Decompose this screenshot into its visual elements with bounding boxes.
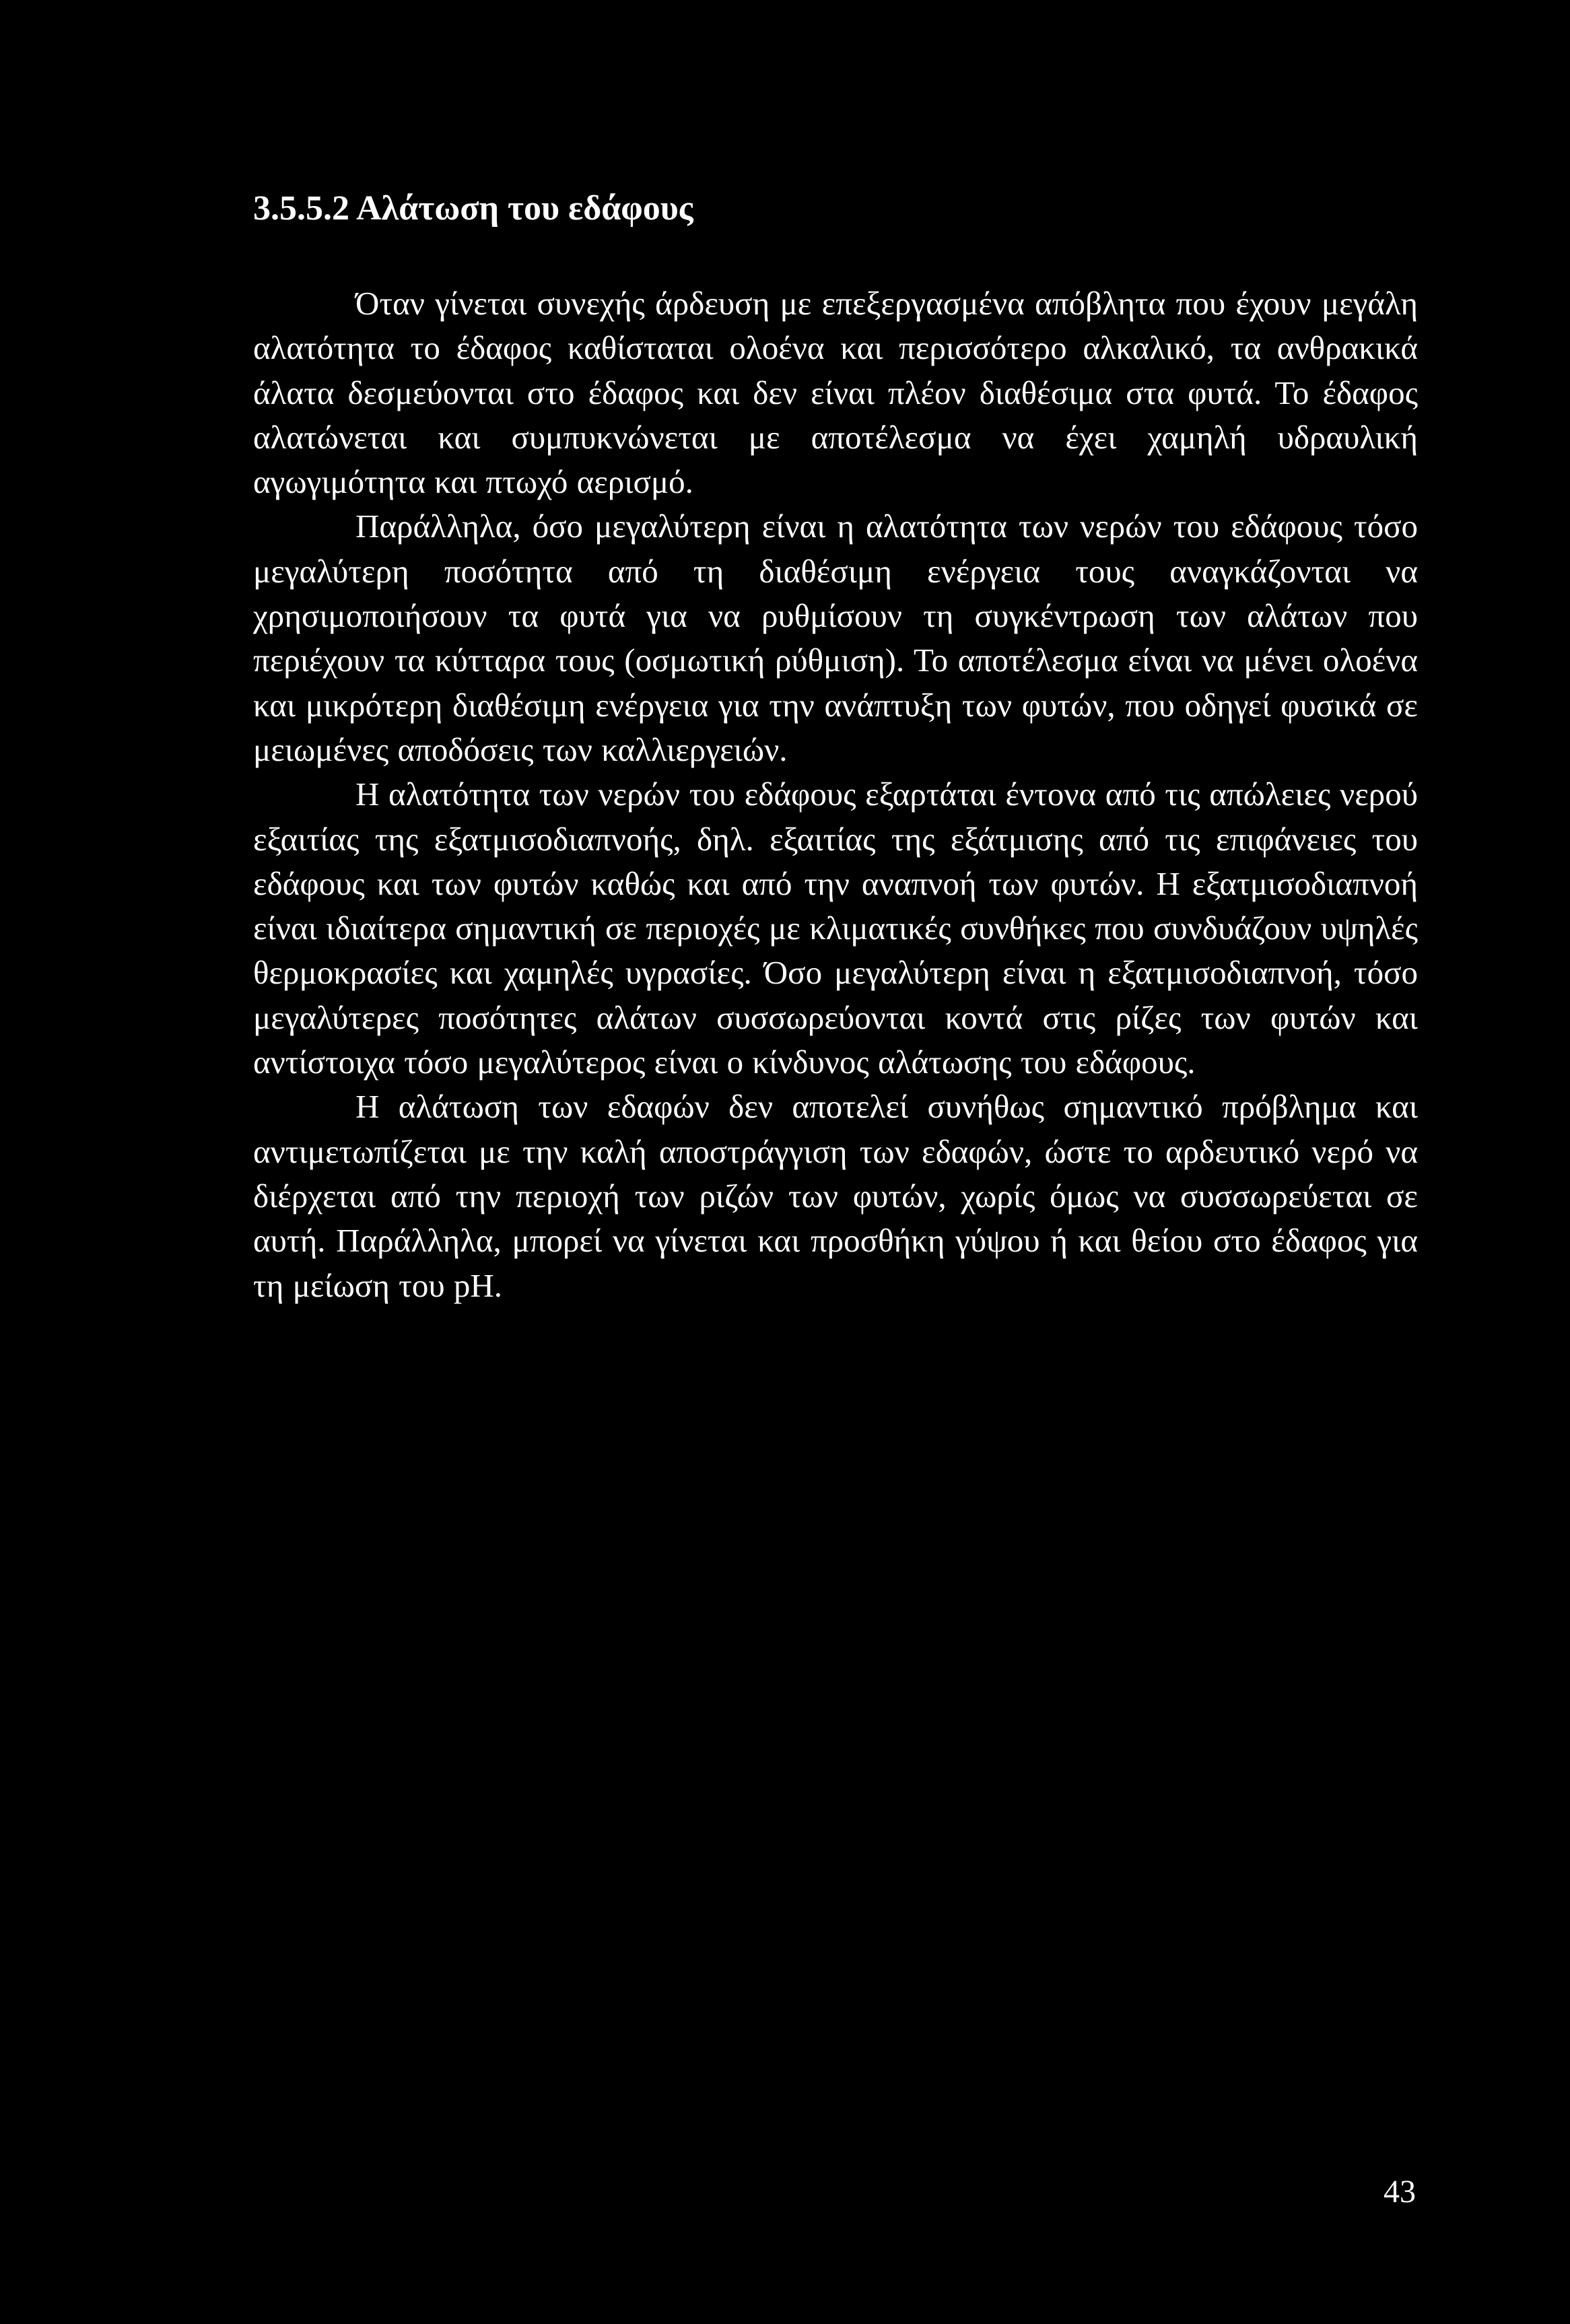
section-number: 3.5.5.2 (253, 189, 349, 228)
section-body (253, 281, 1418, 1308)
page-number: 43 (1384, 2174, 1416, 2210)
paragraph (253, 1085, 1418, 1307)
paragraph-text: Η αλατότητα των νερών του εδάφους εξαρτάται έντονα από τις απώλειες νερού εξαιτίας της εξατμισοδιαπνοής, δηλ. εξαιτίας της εξάτμισης από τις επιφάνειες του εδάφους και των φυτών καθώς και από την αναπνοή των φυτών. Η εξατμισοδιαπνοή είναι ιδιαίτερα σημαντική σε περιοχές με κλιματικές συνθήκες που συνδυάζουν υψηλές θερμοκρασίες και χαμηλές υγρασίες. Όσο μεγαλύτερη είναι η εξατμισοδιαπνοή, τόσο μεγαλύτερες ποσότητες αλάτων συσσωρεύονται κοντά στις ρίζες των φυτών και αντίστοιχα τόσο μεγαλύτερος είναι ο κίνδυνος αλάτωσης του εδάφους. (253, 776, 1418, 1081)
paragraph (253, 504, 1418, 772)
paragraph-text: Η αλάτωση των εδαφών δεν αποτελεί συνήθως σημαντικό πρόβλημα και αντιμετωπίζεται με την καλή αποστράγγιση των εδαφών, ώστε το αρδευτικό νερό να διέρχεται από την περιοχή των ριζών των φυτών, χωρίς όμως να συσσωρεύεται σε αυτή. Παράλληλα, μπορεί να γίνεται και προσθήκη γύψου ή και θείου στο έδαφος για τη μείωση του pH. (253, 1088, 1418, 1304)
section-title: Αλάτωση του εδάφους (356, 189, 693, 228)
section-heading (253, 186, 693, 232)
paragraph (253, 772, 1418, 1085)
paragraph (253, 281, 1418, 504)
paragraph-text: Όταν γίνεται συνεχής άρδευση με επεξεργασμένα απόβλητα που έχουν μεγάλη αλατότητα το έδαφος καθίσταται ολοένα και περισσότερο αλκαλικό, τα ανθρακικά άλατα δεσμεύονται στο έδαφος και δεν είναι πλέον διαθέσιμα στα φυτά. Το έδαφος αλατώνεται και συμπυκνώνεται με αποτέλεσμα να έχει χαμηλή υδραυλική αγωγιμότητα και πτωχό αερισμό. (253, 285, 1418, 501)
paragraph-text: Παράλληλα, όσο μεγαλύτερη είναι η αλατότητα των νερών του εδάφους τόσο μεγαλύτερη ποσότητα από τη διαθέσιμη ενέργεια τους αναγκάζονται να χρησιμοποιήσουν τα φυτά για να ρυθμίσουν τη συγκέντρωση των αλάτων που περιέχουν τα κύτταρα τους (οσμωτική ρύθμιση). Το αποτέλεσμα είναι να μένει ολοένα και μικρότερη διαθέσιμη ενέργεια για την ανάπτυξη των φυτών, που οδηγεί φυσικά σε μειωμένες αποδόσεις των καλλιεργειών. (253, 508, 1418, 768)
